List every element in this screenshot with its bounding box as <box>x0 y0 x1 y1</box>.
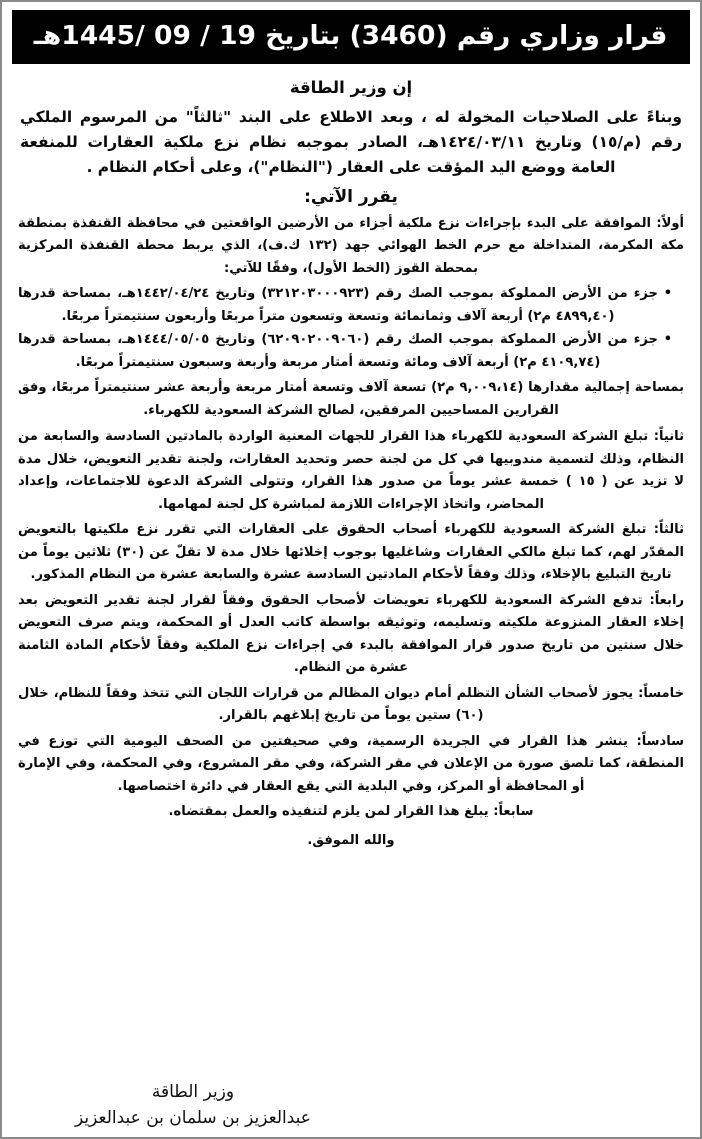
closing-phrase: والله الموفق. <box>307 832 395 848</box>
clause-second-text: تبلغ الشركة السعودية للكهرباء هذا القرار للجهات المعنية الواردة بالمادتين السادسة والسابعة من النظام، وذلك لتسمية مندوبيها في كل من لجنة حصر وتحديد العقارات، ولجنة تقدير التعويض، خلال مدة لا تزيد عن ( ١٥ ) خمسة عشر يوماً من صدور هذا القرار، وتتولى الشركة الدعوة للاجتماعات، وإعداد المحاضر، واتخاذ الإجراءات اللازمة لمباشرة كل لجنة لمهامها. <box>18 429 684 512</box>
clause-fifth-lead: خامساً: <box>638 685 685 701</box>
clause-sixth-text: ينشر هذا القرار في الجريدة الرسمية، وفي صحيفتين من الصحف اليومية التي توزع في المنطقة، كما تلصق صورة من الإعلان في مقر الشركة، وفي مقر المشروع، وفي المحكمة، وفي الإمارة أو المحافظة أو المركز، وفي البلدية التي يقع العقار في دائرة اختصاصها. <box>18 733 684 794</box>
clause-first-lead: أولاً: <box>656 215 685 231</box>
clause-first-text: الموافقة على البدء بإجراءات نزع ملكية أجزاء من الأرضين الواقعتين في محافظة القنفذة بمنطقة مكة المكرمة، المتداخلة مع حرم الخط الهوائي جهد (١٣٢ ك.ف)، الذي يربط محطة القنفذة المركزية بمحطة القوز (الخط الأول)، وفقًا للآتي: <box>18 215 684 276</box>
decides-label: يقرر الآتي: <box>304 186 398 207</box>
signature-role: وزير الطاقة <box>151 1082 235 1102</box>
parcel-list <box>14 283 688 374</box>
clause-third <box>14 519 688 587</box>
clause-fifth-text: يجوز لأصحاب الشأن التظلم أمام ديوان المظالم من قرارات اللجان التي تتخذ وفقاً للنظام، خلال (٦٠) ستين يوماً من تاريخ إبلاغهم بالقرار. <box>18 685 634 724</box>
minister-heading: إن وزير الطاقة <box>289 78 413 97</box>
clause-sixth-lead: سادساً: <box>636 733 684 749</box>
clause-seventh-text: يبلغ هذا القرار لمن يلزم لتنفيذه والعمل بمقتضاه. <box>168 804 489 820</box>
clause-fifth <box>14 683 688 728</box>
clause-fourth <box>14 590 688 680</box>
clause-seventh <box>14 801 688 824</box>
clause-second-lead: ثانياً: <box>653 429 684 445</box>
list-item: • جزء من الأرض المملوكة بموجب الصك رقم (٣٢١٢٠٣٠٠٠٩٢٣) وتاريخ ١٤٤٢/٠٤/٢٤هـ، بمساحة قدرها (٤٨٩٩,٤٠ م٢) أربعة آلاف وثمانمائة وتسعة وتسعون متراً مربعًا وأربعون سنتيمتراً مربعًا. <box>18 283 672 328</box>
clause-sixth <box>14 731 688 799</box>
signature-name: عبدالعزيز بن سلمان بن عبدالعزيز <box>75 1107 311 1128</box>
decree-banner-title: قرار وزاري رقم (3460) بتاريخ 19 / 09 /1445هـ <box>34 21 668 52</box>
signature-block <box>16 1080 370 1131</box>
clause-second <box>14 426 688 516</box>
clause-fourth-lead: رابعاً: <box>649 592 684 608</box>
preamble-paragraph: وبناءً على الصلاحيات المخولة له ، وبعد الاطلاع على البند "ثالثاً" من المرسوم الملكي رقم (م/١٥) وتاريخ ١٤٢٤/٠٣/١١هـ، الصادر بموجبه نظام نزع ملكية العقارات للمنفعة العامة ووضع اليد المؤقت على العقار ("النظام")، وعلى أحكام النظام . <box>20 107 682 176</box>
clause-third-lead: ثالثاً: <box>653 522 684 538</box>
decree-body <box>14 68 688 1133</box>
total-area-paragraph: بمساحة إجمالية مقدارها (٩,٠٠٩،١٤ م٢) تسعة آلاف وتسعة أمتار مربعة وأربعة عشر سنتيمتراً مربعًا، وفق القرارين المساحيين المرفقين، لصالح الشركة السعودية للكهرباء. <box>18 380 685 418</box>
clause-third-text: تبلغ الشركة السعودية للكهرباء أصحاب الحقوق على العقارات التي تقرر نزع ملكيتها بالتعويض المقدّر لهم، كما تبلغ مالكي العقارات وشاغليها بوجوب إخلائها خلال مدة لا تقلّ عن (٣٠) ثلاثين يوماً من تاريخ التبليغ بالإخلاء، وذلك وفقاً لأحكام المادتين السادسة عشرة والسابعة عشرة من النظام المذكور. <box>18 522 684 583</box>
clause-fourth-text: تدفع الشركة السعودية للكهرباء تعويضات لأصحاب الحقوق وفقاً لقرار لجنة تقدير التعويض بعد إخلاء العقار المنزوعة ملكيته وتسليمه، وتوثيقه بواسطة كاتب العدل أو المحكمة، ويتم صرف التعويض خلال سنتين من تاريخ صدور قرار الموافقة بالبدء في إجراءات نزع الملكية وفقاً لأحكام المادة الثامنة عشرة من النظام. <box>18 592 684 676</box>
clause-seventh-lead: سابعاً: <box>493 804 534 820</box>
clause-first <box>14 213 688 281</box>
decree-banner <box>12 10 690 64</box>
list-item: • جزء من الأرض المملوكة بموجب الصك رقم (٦٢٠٩٠٢٠٠٩٠٦٠) وتاريخ ١٤٤٤/٠٥/٠٥هـ، بمساحة قدرها (٤١٠٩,٧٤ م٢) أربعة آلاف ومائة وتسعة أمتار مربعة وأربعة وسبعون سنتيمتراً مربعًا. <box>18 329 672 374</box>
